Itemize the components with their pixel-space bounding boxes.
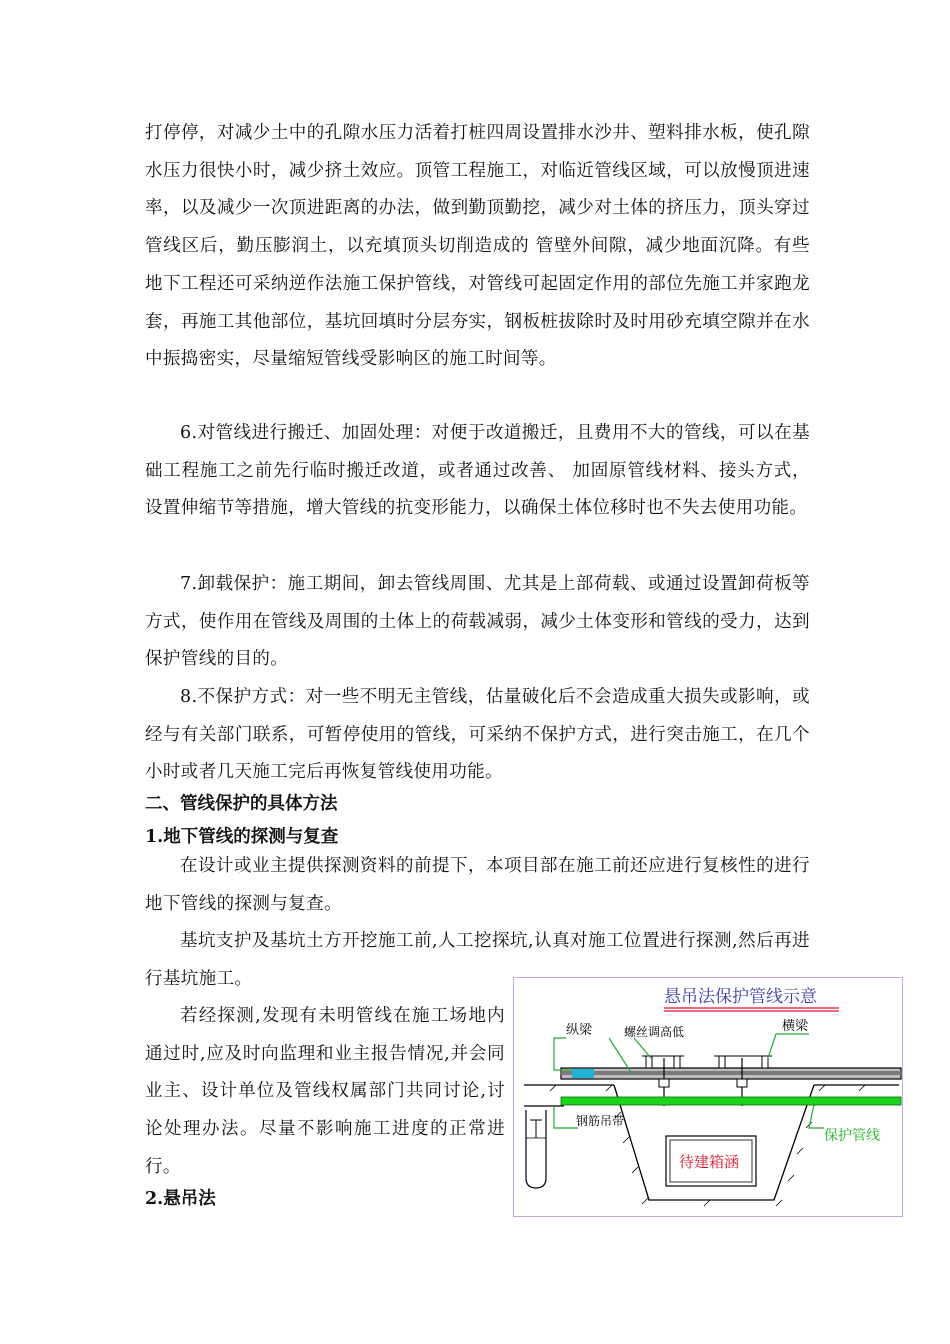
- paragraph-construction-measures: 打停停，对减少土中的孔隙水压力活着打桩四周设置排水沙井、塑料排水板，使孔隙水压力很快小时，减少挤土效应。顶管工程施工，对临近管线区域，可以放慢顶进速率，以及减少一次顶进距离的办法，做到勤顶勤挖，减少对土体的挤压力，顶头穿过管线区后，勤压膨润土，以充填顶头切削造成的 管壁外间隙，减少地面沉降。有些地下工程还可采纳逆作法施工保护管线，对管线可起固定作用的部位先施工并家跑龙套，再施工其他部位，基坑回填时分层夯实，钢板桩拔除时及时用砂充填空隙并在水中振捣密实，尽量缩短管线受影响区的施工时间等。: [145, 123, 810, 370]
- paragraph-detection-review: 在设计或业主提供探测资料的前提下，本项目部在施工前还应进行复核性的进行地下管线的探测与复查。: [145, 856, 810, 914]
- label-steel-strap: 钢筋吊带: [576, 1114, 625, 1128]
- paragraph-no-protection: 8.不保护方式：对一些不明无主管线，估量破化后不会造成重大损失或影响，或经与有关部门联系，可暂停使用的管线，可采纳不保护方式，进行突击施工，在几个小时或者几天施工完后再恢复管线使用功能。: [145, 687, 810, 783]
- beam-end-cap: [572, 1069, 594, 1078]
- paragraph-unloading: 7.卸载保护：施工期间，卸去管线周围、尤其是上部荷载、或通过设置卸荷板等方式，使作用在管线及周围的土体上的荷载减弱，减少土体变形和管线的受力，达到保护管线的目的。: [145, 574, 810, 670]
- paragraph-report: 若经探测,发现有未明管线在施工场地内通过时,应及时向监理和业主报告情况,并会同业主、设计单位及管线权属部门共同讨论,讨论处理办法。尽量不影响施工进度的正常进行。: [145, 1006, 505, 1177]
- label-cross-beam: 横梁: [782, 1019, 809, 1034]
- beam-core: [561, 1071, 901, 1075]
- suspension-method-figure: [513, 977, 903, 1217]
- cross-beams: [642, 1056, 772, 1068]
- section-heading-methods: 二、管线保护的具体方法: [145, 794, 338, 814]
- paragraph-relocation: 6.对管线进行搬迁、加固处理：对便于改道搬迁，且费用不大的管线，可以在基础工程施工之前先行临时搬迁改道，或者通过改善、 加固原管线材料、接头方式，设置伸缩节等措施，增大管线的抗变形能力，以确保土体位移时也不失去使用功能。: [145, 423, 810, 519]
- label-screw-adjust: 螺丝调高低: [624, 1025, 685, 1039]
- protected-pipeline: [561, 1097, 901, 1105]
- rod-clamp: [659, 1079, 669, 1087]
- label-longitudinal-beam: 纵梁: [566, 1023, 593, 1038]
- suspension-diagram: [514, 978, 902, 1216]
- paragraph-test-pit: 基坑支护及基坑土方开挖施工前,人工挖探坑,认真对施工位置进行探测,然后再进行基坑施工。: [145, 931, 810, 989]
- box-culvert-label: 待建箱涵: [679, 1153, 740, 1171]
- rod-clamp: [737, 1079, 747, 1087]
- subsection-heading-detection: 1.地下管线的探测与复查: [145, 827, 339, 847]
- label-protected-pipeline: 保护管线: [824, 1128, 880, 1144]
- subsection-heading-suspension: 2.悬吊法: [145, 1189, 216, 1209]
- figure-title: 悬吊法保护管线示意: [664, 987, 817, 1007]
